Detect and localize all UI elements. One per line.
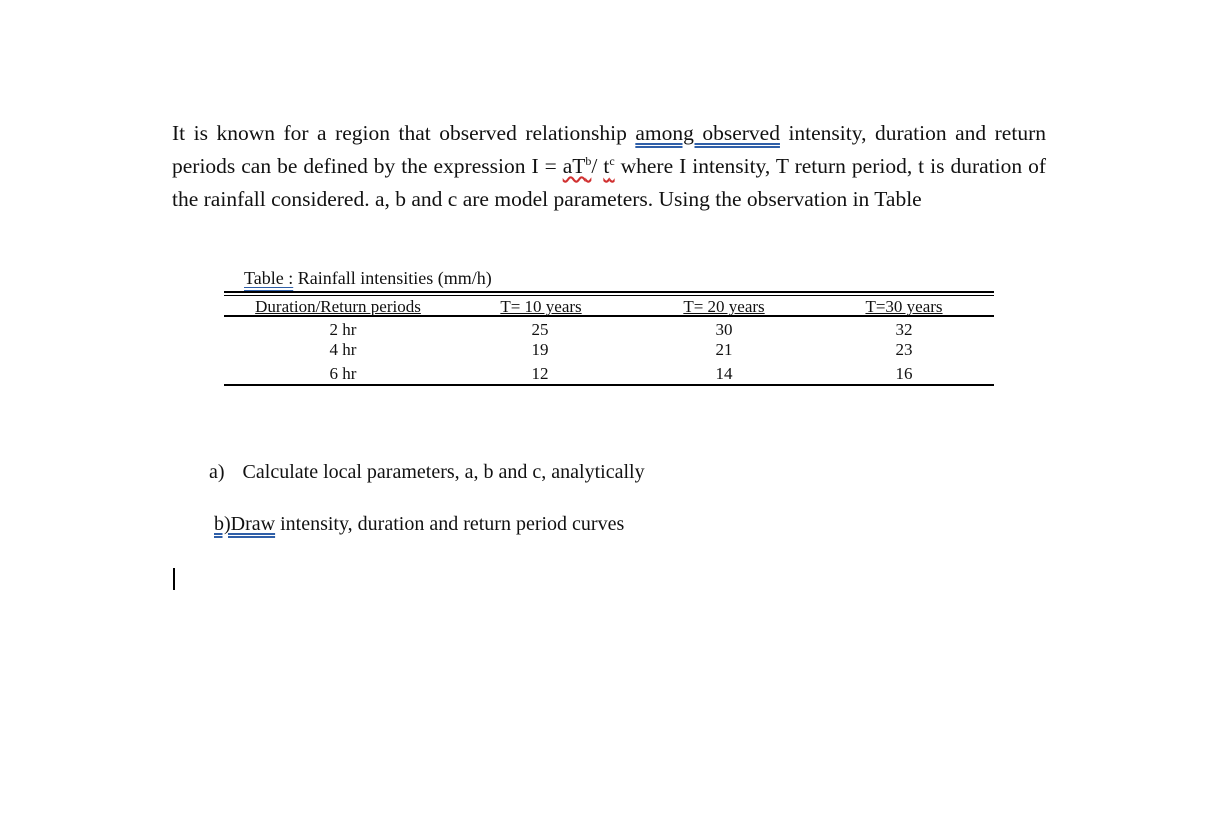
question-a [209, 461, 645, 484]
cell: 23 [895, 340, 913, 359]
question-text: Calculate local parameters, a, b and c, analytically [242, 461, 645, 483]
spelling-flag [563, 154, 592, 178]
cell: 6 hr [329, 364, 357, 383]
text-cursor [173, 568, 175, 590]
cell: 25 [531, 320, 549, 339]
text: t [603, 154, 610, 178]
problem-paragraph [172, 117, 1046, 216]
cell: 16 [895, 364, 913, 383]
question-b [214, 513, 624, 536]
cell: 4 hr [329, 340, 357, 359]
table-header: T=30 years [865, 297, 943, 316]
exponent: c [609, 153, 615, 168]
text: where I intensity, T return period, t is duration of the rainfall considered. a, b and c are model parameters. Using the observation in Table [172, 154, 1046, 211]
caption-text: Rainfall intensities (mm/h) [293, 268, 492, 288]
question-label[interactable]: b)Draw [214, 513, 276, 535]
table-header: T= 10 years [500, 297, 582, 316]
cell: 12 [531, 364, 549, 383]
cell: 30 [715, 320, 733, 339]
table-header: Duration/Return periods [255, 297, 421, 316]
cell: 14 [715, 364, 733, 383]
exponent: b [585, 153, 592, 168]
cell: 2 hr [329, 320, 357, 339]
table-top-rule [224, 291, 994, 293]
cell: 21 [715, 340, 733, 359]
grammar-flag[interactable]: among observed [635, 121, 780, 145]
question-label: a) [209, 461, 225, 483]
caption-prefix: Table : [244, 268, 294, 288]
text: aT [562, 154, 586, 178]
question-text: intensity, duration and return period curves [275, 513, 625, 535]
cell: 19 [531, 340, 549, 359]
table-bottom-rule [224, 384, 994, 386]
spelling-flag [603, 154, 614, 178]
table-caption [244, 268, 492, 289]
table-top-rule-2 [224, 295, 994, 296]
text: It is known for a region that observed relationship [172, 121, 636, 145]
text: / [591, 154, 604, 178]
table-header: T= 20 years [683, 297, 765, 316]
cell: 32 [895, 320, 913, 339]
text: intensity, duration and return periods can be defined by the expression I = [172, 121, 1046, 178]
